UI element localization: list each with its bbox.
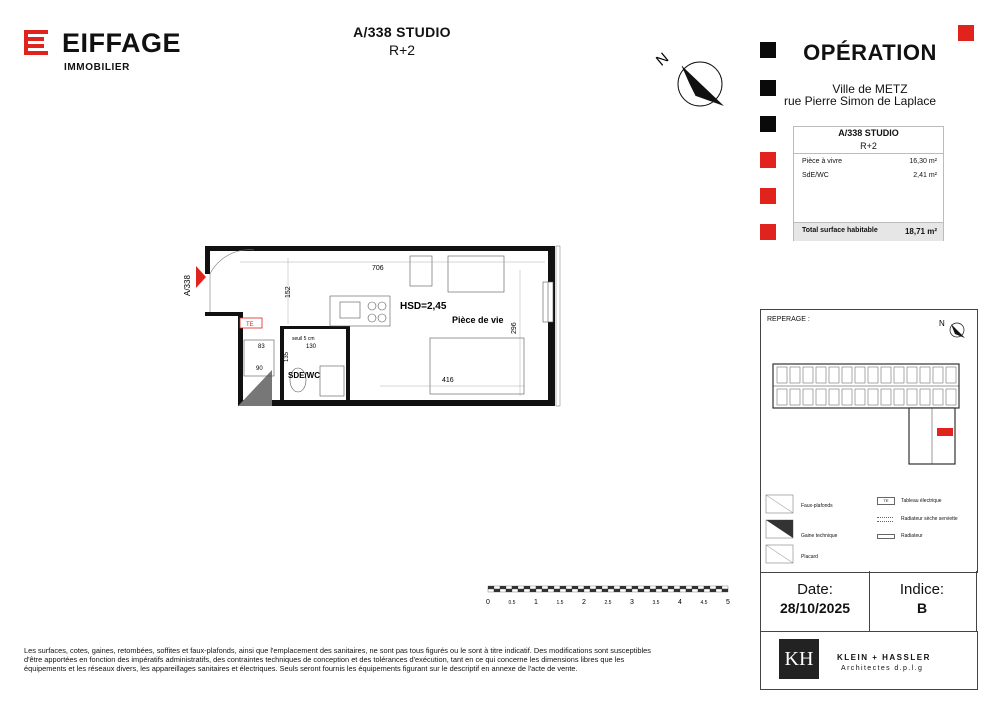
legend-tableau-electrique: Tableau électrique — [901, 498, 942, 504]
scale-segment — [620, 589, 626, 592]
unit-floor: R+2 — [388, 42, 416, 58]
scale-segment — [722, 586, 728, 589]
legend-gaine-technique: Gaine technique — [801, 533, 838, 539]
scale-segment — [692, 589, 698, 592]
scale-segment — [614, 589, 620, 592]
scale-segment — [608, 586, 614, 589]
bath-seuil: seuil 5 cm — [292, 336, 315, 342]
scale-segment — [638, 586, 644, 589]
surface-row — [802, 172, 937, 179]
scale-segment — [596, 586, 602, 589]
wall-bath — [280, 326, 284, 404]
scale-tick-label: 2.5 — [604, 600, 612, 606]
scale-segment — [584, 586, 590, 589]
scale-segment — [494, 589, 500, 592]
dim-left: 152 — [285, 286, 292, 298]
scale-tick-label: 1.5 — [556, 600, 564, 606]
scale-segment — [686, 586, 692, 589]
scale-segment — [566, 589, 572, 592]
scale-tick-label: 1 — [534, 599, 538, 606]
legend-radiateur-seche-serviette: Radiateur sèche serviette — [901, 516, 958, 522]
scale-tick-label: 0.5 — [508, 600, 516, 606]
scale-segment — [686, 589, 692, 592]
entry-arrow-icon — [196, 266, 206, 288]
scale-segment — [488, 586, 494, 589]
operation-street: rue Pierre Simon de Laplace — [783, 94, 937, 108]
floor-plan — [180, 240, 580, 415]
scale-tick-label: 3.5 — [652, 600, 660, 606]
marker-red — [760, 224, 776, 240]
date-value: 28/10/2025 — [779, 600, 851, 616]
scale-segment — [602, 589, 608, 592]
scale-segment — [620, 586, 626, 589]
disclaimer-text: Les surfaces, cotes, gaines, retombées, soffites et faux-plafonds, ainsi que l'emplacement des sanitaires, ne sont pas tous figurés ou le sont à titre indicatif. Des modifications sont susceptibles d'être apportées en fonction des impératifs administratifs, des contraintes techniques de conception et des tolérances d'exécution, tant en ce qui concerne les dimensions libres que les équipements et les réseaux divers, les appareillages sanitaires et électriques. Seuls seront fournis les équipements figurant sur le descriptif en annexe de l'acte de vente. — [24, 646, 651, 674]
dim-bottom: 416 — [442, 377, 454, 384]
scale-segment — [668, 589, 674, 592]
scale-segment — [704, 586, 710, 589]
scale-segment — [710, 589, 716, 592]
scale-segment — [548, 586, 554, 589]
index-value: B — [916, 600, 928, 616]
surface-row-label: SdE/WC — [802, 172, 829, 179]
legend-placard: Placard — [801, 554, 818, 560]
scale-segment — [578, 586, 584, 589]
scale-segment — [626, 586, 632, 589]
legend-swatches — [765, 494, 795, 564]
hsd-label: HSD=2,45 — [400, 301, 447, 312]
scale-segment — [530, 589, 536, 592]
technical-shaft — [238, 370, 272, 406]
bath-dim-90: 90 — [256, 366, 263, 372]
scale-segment — [578, 589, 584, 592]
scale-segment — [536, 586, 542, 589]
scale-segment — [494, 586, 500, 589]
scale-segment — [548, 589, 554, 592]
scale-segment — [668, 586, 674, 589]
surface-total-value: 18,71 m² — [904, 227, 937, 236]
scale-segment — [566, 586, 572, 589]
reperage-compass-icon — [937, 314, 969, 342]
scale-segment — [584, 589, 590, 592]
scale-segment — [716, 589, 722, 592]
wall-bath-right — [346, 326, 350, 404]
reperage-label: REPERAGE : — [767, 316, 810, 323]
brand-subtitle: IMMOBILIER — [64, 62, 130, 73]
scale-segment — [650, 589, 656, 592]
scale-segment — [506, 589, 512, 592]
scale-segment — [608, 589, 614, 592]
wall-bath-top — [280, 326, 350, 329]
scale-segment — [644, 586, 650, 589]
scale-segment — [644, 589, 650, 592]
scale-segment — [554, 589, 560, 592]
scale-bar — [476, 580, 738, 610]
scale-segment — [596, 589, 602, 592]
scale-segment — [500, 586, 506, 589]
room-bath-label: SDE/WC — [288, 371, 320, 380]
legend-radiateur: Radiateur — [901, 533, 923, 539]
room-main-label: Pièce de vie — [452, 315, 504, 325]
surface-table-floor: R+2 — [860, 141, 877, 151]
surface-row-value: 2,41 m² — [913, 172, 937, 179]
surface-total-row — [802, 227, 937, 236]
scale-segment — [632, 586, 638, 589]
dim-right: 296 — [511, 322, 518, 334]
architect-box — [760, 631, 978, 690]
date-label: Date: — [797, 581, 833, 598]
surface-table-title: A/338 STUDIO — [838, 128, 899, 138]
scale-segment — [602, 586, 608, 589]
wall-top — [205, 246, 555, 251]
scale-segment — [680, 589, 686, 592]
wall-entry — [205, 312, 243, 316]
scale-tick-label: 4 — [678, 599, 682, 606]
surface-row-label: Pièce à vivre — [802, 158, 843, 165]
scale-segment — [698, 589, 704, 592]
marker-red — [760, 152, 776, 168]
unit-title: A/338 STUDIO — [353, 24, 451, 40]
scale-segment — [662, 586, 668, 589]
divider — [794, 153, 943, 154]
scale-segment — [560, 586, 566, 589]
scale-segment — [722, 589, 728, 592]
date-box — [760, 571, 870, 632]
scale-segment — [674, 586, 680, 589]
architect-subtitle: Architectes d.p.l.g — [841, 665, 924, 672]
scale-tick-label: 3 — [630, 599, 634, 606]
marker-black — [760, 42, 776, 58]
legend-radiateur-icon — [877, 534, 895, 539]
scale-segment — [530, 586, 536, 589]
wall-left-upper — [205, 246, 210, 274]
scale-segment — [518, 589, 524, 592]
scale-tick-label: 5 — [726, 599, 730, 606]
surface-row-value: 16,30 m² — [909, 158, 937, 165]
unit-tag: A/338 — [183, 275, 192, 296]
building-key-plan — [769, 350, 969, 470]
compass-north-label: N — [652, 49, 673, 70]
scale-segment — [656, 586, 662, 589]
scale-segment — [680, 586, 686, 589]
scale-tick-label: 0 — [486, 599, 490, 606]
scale-segment — [488, 589, 494, 592]
scale-segment — [512, 586, 518, 589]
scale-segment — [632, 589, 638, 592]
legend-radiateur-ss-icon — [877, 517, 893, 522]
scale-segment — [542, 586, 548, 589]
surface-total — [794, 222, 943, 241]
marker-red — [958, 25, 974, 41]
scale-segment — [614, 586, 620, 589]
scale-segment — [524, 586, 530, 589]
scale-segment — [692, 586, 698, 589]
scale-segment — [638, 589, 644, 592]
dim-top: 706 — [372, 265, 384, 272]
sink-icon — [340, 302, 360, 318]
index-box — [868, 571, 977, 632]
wall-bottom — [238, 400, 555, 406]
brand-name: EIFFAGE — [62, 28, 182, 58]
scale-segment — [710, 586, 716, 589]
scale-segment — [572, 586, 578, 589]
bath-dim-135: 135 — [284, 351, 290, 362]
scale-segment — [500, 589, 506, 592]
bath-dim-83: 83 — [258, 344, 265, 350]
scale-segment — [698, 586, 704, 589]
operation-city: Ville de METZ — [832, 82, 908, 96]
marker-red — [760, 188, 776, 204]
wall-right — [548, 246, 555, 406]
washbasin — [320, 366, 344, 396]
scale-segment — [536, 589, 542, 592]
scale-segment — [650, 586, 656, 589]
architect-name: KLEIN + HASSLER — [837, 653, 931, 662]
scale-segment — [590, 586, 596, 589]
eiffage-logo-icon — [24, 30, 52, 56]
reperage-panel — [760, 309, 978, 573]
reperage-compass-label: N — [939, 319, 945, 328]
surface-row — [802, 158, 937, 165]
operation-title: OPÉRATION — [803, 40, 937, 65]
scale-segment — [560, 589, 566, 592]
scale-segment — [704, 589, 710, 592]
legend-faux-plafonds: Faux-plafonds — [801, 503, 833, 509]
scale-segment — [662, 589, 668, 592]
scale-segment — [572, 589, 578, 592]
marker-black — [760, 116, 776, 132]
scale-segment — [524, 589, 530, 592]
bed — [430, 338, 524, 394]
scale-segment — [518, 586, 524, 589]
scale-segment — [716, 586, 722, 589]
scale-segment — [542, 589, 548, 592]
surface-table — [793, 126, 944, 241]
scale-segment — [590, 589, 596, 592]
scale-tick-label: 2 — [582, 599, 586, 606]
unit-highlight — [937, 428, 953, 436]
legend-te-box: TE — [877, 497, 895, 505]
bath-dim-130: 130 — [306, 344, 317, 350]
scale-segment — [512, 589, 518, 592]
scale-segment — [626, 589, 632, 592]
scale-segment — [554, 586, 560, 589]
architect-monogram: KH — [779, 639, 819, 679]
surface-total-label: Total surface habitable — [802, 227, 878, 234]
scale-tick-label: 4.5 — [700, 600, 708, 606]
scale-segment — [674, 589, 680, 592]
scale-segment — [506, 586, 512, 589]
index-label: Indice: — [899, 581, 945, 598]
scale-segment — [656, 589, 662, 592]
north-compass-icon — [650, 44, 730, 114]
panel-tag: TE — [246, 322, 254, 328]
